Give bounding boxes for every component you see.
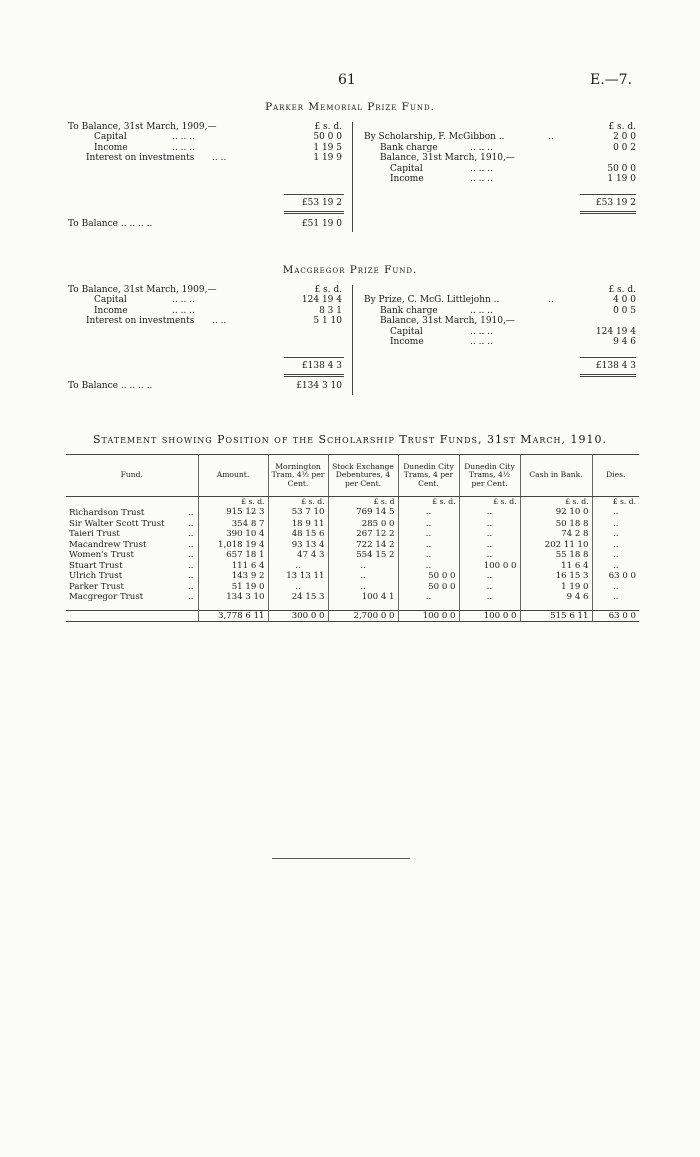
- cell-mornington: 53 7 10: [268, 506, 328, 519]
- cell-stock-exchange: 769 14 5: [328, 506, 398, 519]
- macgregor-right-line-1: Bank charge: [380, 305, 438, 316]
- cell-dies: ..: [613, 550, 619, 560]
- parker-right-line-3: Capital: [390, 163, 423, 174]
- parker-right-dots-4: .. .. ..: [470, 174, 493, 184]
- parker-left-line-0: To Balance, 31st March, 1909,—: [68, 122, 217, 132]
- cell-stock-exchange: 722 14 2: [328, 540, 398, 551]
- fund-dots: ..: [188, 508, 194, 518]
- macgregor-left-amount-2: 8 3 1: [319, 305, 342, 316]
- parker-balance-label: To Balance .. .. .. ..: [68, 219, 153, 229]
- table-row: [66, 582, 639, 593]
- parker-left-amount-1: 50 0 0: [313, 132, 342, 143]
- cell-mornington: ..: [268, 561, 328, 572]
- cell-dies: ..: [613, 581, 619, 592]
- fund-name-cell: [66, 592, 198, 603]
- fund-name-cell: [66, 571, 198, 582]
- macgregor-left-line-0: To Balance, 31st March, 1909,—: [68, 285, 217, 295]
- parker-left-line-3: Interest on investments: [86, 153, 195, 164]
- parker-right-dots-3: .. .. ..: [470, 163, 493, 174]
- macgregor-right-amount-0: £ s. d.: [608, 285, 636, 295]
- cell-dies: ..: [613, 560, 619, 571]
- parker-right-dots-1: .. .. ..: [470, 142, 493, 153]
- cell-cash: 55 18 8: [520, 550, 592, 561]
- parker-right-amount-0: £ s. d.: [608, 122, 636, 132]
- cell-dunedin-4half: ..: [459, 519, 520, 530]
- macgregor-right-line-2: Balance, 31st March, 1910,—: [380, 316, 515, 327]
- fund-dots: ..: [188, 518, 194, 529]
- cell-stock-exchange: 285 0 0: [328, 519, 398, 530]
- total-dunedin-4half: 100 0 0: [459, 611, 520, 622]
- macgregor-left-dots-2: .. .. ..: [172, 305, 195, 316]
- cell-dunedin-4: ..: [398, 550, 459, 561]
- parker-left-amount-0: £ s. d.: [314, 122, 342, 132]
- macgregor-right-line-0: By Prize, C. McG. Littlejohn ..: [364, 295, 500, 306]
- parker-left-total: £53 19 2: [301, 198, 342, 208]
- trust-funds-table: [66, 454, 639, 622]
- macgregor-left-dots-1: .. .. ..: [172, 295, 195, 306]
- total-amount: 3,778 6 11: [198, 611, 268, 622]
- cell-mornington: 18 9 11: [268, 519, 328, 530]
- parker-left-amount-2: 1 19 5: [313, 142, 342, 153]
- fund-name: Macandrew Trust: [69, 539, 147, 550]
- macgregor-fund-title: Macgregor Prize Fund.: [282, 264, 418, 276]
- fund-name-cell: [66, 540, 198, 551]
- table-row: [66, 571, 639, 582]
- total-stock-exchange: 2,700 0 0: [328, 611, 398, 622]
- fund-name-cell: [66, 519, 198, 530]
- parker-right-line-2: Balance, 31st March, 1910,—: [380, 153, 515, 164]
- cell-amount: 1,018 19 4: [198, 540, 268, 551]
- total-mornington: 300 0 0: [268, 611, 328, 622]
- parker-right-line-1: Bank charge: [380, 142, 438, 153]
- macgregor-right-dots-0: ..: [548, 295, 554, 306]
- cell-dunedin-4half: ..: [459, 592, 520, 603]
- unit-label: £ s. d.: [268, 497, 328, 507]
- table-row: [66, 550, 639, 561]
- macgregor-left-amount-3: 5 1 10: [313, 316, 342, 327]
- unit-label: £ s. d.: [398, 497, 459, 507]
- cell-stock-exchange: ..: [328, 582, 398, 593]
- fund-name: Sir Walter Scott Trust: [69, 518, 165, 529]
- cell-dies: ..: [613, 539, 619, 550]
- parker-right-amount-2: 0 0 2: [613, 142, 636, 153]
- page-number: 61: [338, 72, 356, 88]
- cell-amount: 354 8 7: [198, 519, 268, 530]
- page-reference: E.—7.: [590, 72, 633, 88]
- fund-name-cell: [66, 506, 198, 519]
- cell-amount: 390 10 4: [198, 529, 268, 540]
- col-dunedin-4half: Dunedin City Trams, 4½ per Cent.: [459, 455, 520, 497]
- unit-label: £ s. d.: [198, 497, 268, 507]
- macgregor-right-total: £138 4 3: [595, 361, 636, 371]
- cell-dies: ..: [613, 507, 619, 517]
- cell-dies: ..: [613, 592, 619, 602]
- fund-dots: ..: [188, 539, 194, 550]
- fund-name: Taieri Trust: [69, 529, 120, 539]
- cell-cash: 202 11 10: [520, 540, 592, 551]
- col-stock-exchange: Stock Exchange Debentures, 4 per Cent.: [328, 455, 398, 497]
- col-mornington: Mornington Tram, 4½ per Cent.: [268, 455, 328, 497]
- table-row: [66, 506, 639, 519]
- parker-left-amount-3: 1 19 9: [313, 153, 342, 164]
- cell-dunedin-4half: ..: [459, 582, 520, 593]
- cell-dunedin-4: ..: [398, 519, 459, 530]
- cell-mornington: 93 13 4: [268, 540, 328, 551]
- cell-stock-exchange: 267 12 2: [328, 529, 398, 540]
- col-cash: Cash in Bank.: [520, 455, 592, 497]
- parker-left-dots-3: .. ..: [212, 153, 227, 164]
- cell-stock-exchange: 100 4 1: [328, 592, 398, 603]
- parker-right-total: £53 19 2: [595, 198, 636, 208]
- parker-left-line-2: Income: [94, 142, 128, 153]
- fund-name-cell: [66, 582, 198, 593]
- fund-name-cell: [66, 529, 198, 540]
- macgregor-left-amount-1: 124 19 4: [301, 295, 342, 306]
- cell-dunedin-4half: ..: [459, 550, 520, 561]
- col-dies: Dies.: [592, 455, 639, 497]
- macgregor-right-dots-1: .. .. ..: [470, 305, 493, 316]
- cell-amount: 51 19 0: [198, 582, 268, 593]
- parker-right-line-4: Income: [390, 174, 424, 184]
- total-dunedin-4: 100 0 0: [398, 611, 459, 622]
- table-row: [66, 529, 639, 540]
- parker-left-dots-1: .. .. ..: [172, 132, 195, 143]
- cell-cash: 1 19 0: [520, 582, 592, 593]
- cell-dunedin-4: ..: [398, 540, 459, 551]
- total-cash: 515 6 11: [520, 611, 592, 622]
- cell-dunedin-4: ..: [398, 561, 459, 572]
- table-row: [66, 561, 639, 572]
- cell-mornington: 47 4 3: [268, 550, 328, 561]
- parker-left-dots-2: .. .. ..: [172, 142, 195, 153]
- macgregor-left-amount-0: £ s. d.: [314, 285, 342, 295]
- cell-dunedin-4half: ..: [459, 540, 520, 551]
- parker-right-amount-1: 2 0 0: [613, 132, 636, 143]
- macgregor-left-line-2: Income: [94, 305, 128, 316]
- cell-dunedin-4half: 100 0 0: [459, 561, 520, 572]
- cell-stock-exchange: ..: [328, 561, 398, 572]
- cell-dunedin-4half: ..: [459, 506, 520, 519]
- fund-name: Macgregor Trust: [69, 592, 144, 602]
- macgregor-right-line-4: Income: [390, 337, 424, 347]
- cell-dunedin-4: ..: [398, 592, 459, 603]
- cell-dies: 63 0 0: [608, 571, 636, 581]
- cell-mornington: 13 13 11: [268, 571, 328, 582]
- macgregor-right-dots-3: .. .. ..: [470, 326, 493, 337]
- cell-dies: ..: [613, 518, 619, 529]
- cell-dunedin-4half: ..: [459, 571, 520, 582]
- cell-stock-exchange: 554 15 2: [328, 550, 398, 561]
- col-dunedin-4: Dunedin City Trams, 4 per Cent.: [398, 455, 459, 497]
- table-row: [66, 540, 639, 551]
- unit-label: £ s. d.: [459, 497, 520, 507]
- col-fund: Fund.: [66, 455, 198, 497]
- cell-amount: 657 18 1: [198, 550, 268, 561]
- cell-cash: 92 10 0: [520, 506, 592, 519]
- macgregor-left-line-1: Capital: [94, 295, 127, 306]
- macgregor-left-line-3: Interest on investments: [86, 316, 195, 327]
- fund-dots: ..: [188, 581, 194, 592]
- unit-label: £ s. d.: [520, 497, 592, 507]
- parker-left-line-1: Capital: [94, 132, 127, 143]
- cell-dies: ..: [613, 529, 619, 539]
- fund-name-cell: [66, 561, 198, 572]
- fund-name: Ulrich Trust: [69, 571, 123, 581]
- parker-fund-title: Parker Memorial Prize Fund.: [265, 101, 435, 113]
- macgregor-right-amount-5: 9 4 6: [613, 337, 636, 347]
- fund-name: Richardson Trust: [69, 508, 145, 518]
- table-row: [66, 592, 639, 603]
- parker-right-dots-0: ..: [548, 132, 554, 143]
- cell-cash: 16 15 3: [520, 571, 592, 582]
- macgregor-right-line-3: Capital: [390, 326, 423, 337]
- parker-right-amount-4: 50 0 0: [607, 163, 636, 174]
- macgregor-right-amount-4: 124 19 4: [595, 326, 636, 337]
- macgregor-right-amount-2: 0 0 5: [613, 305, 636, 316]
- cell-amount: 915 12 3: [198, 506, 268, 519]
- cell-cash: 50 18 8: [520, 519, 592, 530]
- macgregor-left-dots-3: .. ..: [212, 316, 227, 327]
- unit-label: £ s. d: [328, 497, 398, 507]
- macgregor-balance-amount: £134 3 10: [296, 381, 342, 391]
- cell-dunedin-4: 50 0 0: [398, 582, 459, 593]
- fund-dots: ..: [188, 592, 194, 602]
- parker-balance-amount: £51 19 0: [301, 219, 342, 229]
- fund-name: Women's Trust: [69, 550, 134, 560]
- macgregor-right-dots-4: .. .. ..: [470, 337, 493, 347]
- cell-cash: 9 4 6: [520, 592, 592, 603]
- cell-amount: 111 6 4: [198, 561, 268, 572]
- cell-mornington: 24 15 3: [268, 592, 328, 603]
- macgregor-right-amount-1: 4 0 0: [613, 295, 636, 306]
- statement-title: Statement showing Position of the Scholarship Trust Funds, 31st March, 1910.: [93, 433, 607, 446]
- cell-cash: 74 2 8: [520, 529, 592, 540]
- cell-dunedin-4: ..: [398, 529, 459, 540]
- cell-stock-exchange: ..: [328, 571, 398, 582]
- cell-cash: 11 6 4: [520, 561, 592, 572]
- macgregor-left-total: £138 4 3: [301, 361, 342, 371]
- cell-amount: 134 3 10: [198, 592, 268, 603]
- cell-amount: 143 9 2: [198, 571, 268, 582]
- cell-mornington: 48 15 6: [268, 529, 328, 540]
- fund-name: Parker Trust: [69, 581, 124, 592]
- col-amount: Amount.: [198, 455, 268, 497]
- fund-dots: ..: [188, 571, 194, 581]
- table-row: [66, 519, 639, 530]
- macgregor-balance-label: To Balance .. .. .. ..: [68, 381, 153, 391]
- cell-dunedin-4: 50 0 0: [398, 571, 459, 582]
- parker-right-line-0: By Scholarship, F. McGibbon ..: [364, 132, 505, 143]
- fund-dots: ..: [188, 560, 194, 571]
- cell-dunedin-4: ..: [398, 506, 459, 519]
- footer-rule: [272, 858, 410, 859]
- fund-name: Stuart Trust: [69, 560, 123, 571]
- fund-dots: ..: [188, 550, 194, 560]
- parker-right-amount-5: 1 19 0: [607, 174, 636, 184]
- fund-name-cell: [66, 550, 198, 561]
- unit-label: £ s. d.: [612, 497, 636, 506]
- cell-dunedin-4half: ..: [459, 529, 520, 540]
- fund-dots: ..: [188, 529, 194, 539]
- cell-mornington: ..: [268, 582, 328, 593]
- total-dies: 63 0 0: [592, 611, 639, 622]
